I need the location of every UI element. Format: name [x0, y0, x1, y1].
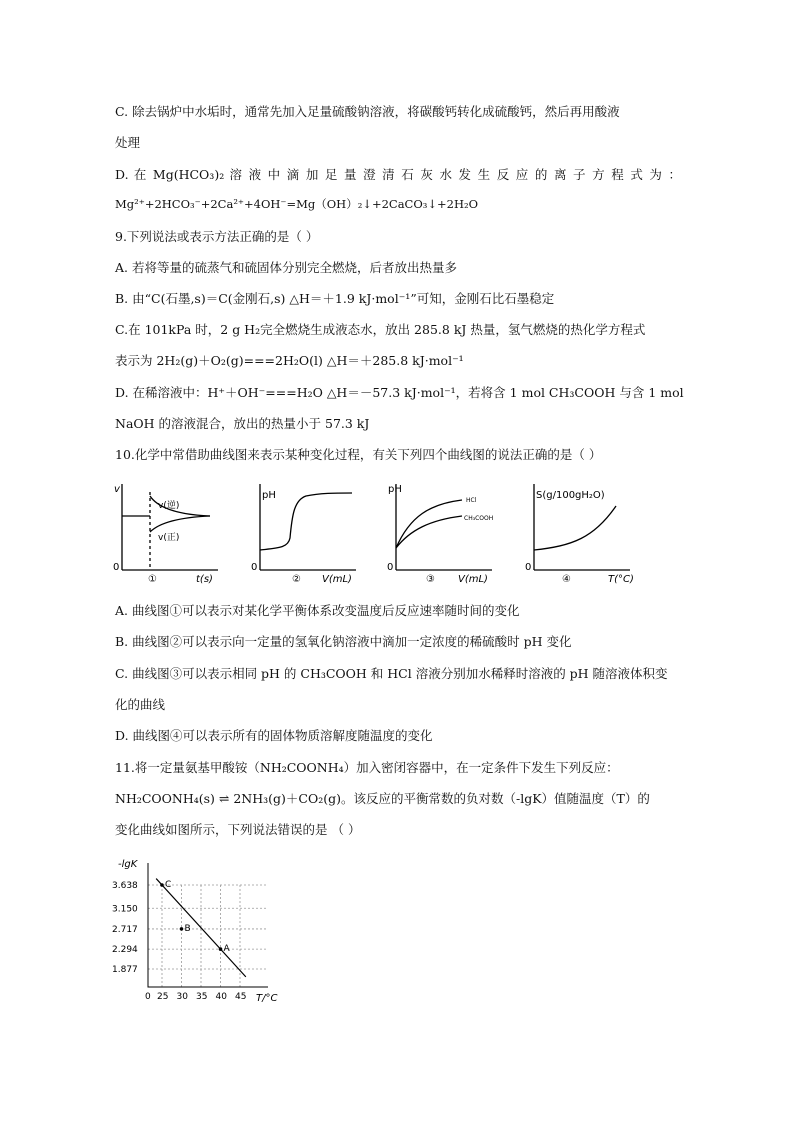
q10-graphs — [110, 478, 690, 586]
y-tick-label: 2.294 — [112, 945, 138, 956]
q10-option-d: D. 曲线图④可以表示所有的固体物质溶解度随温度的变化 — [115, 728, 433, 743]
graph4-y-label: S(g/100gH₂O) — [536, 490, 605, 501]
q9-option-a: A. 若将等量的硫蒸气和硫固体分别完全燃烧，后者放出热量多 — [115, 260, 457, 275]
graph3-number: ③ — [426, 574, 435, 585]
graph2-number: ② — [292, 574, 301, 585]
graph1-y-label: v — [114, 484, 120, 495]
x-tick-label: 0 — [145, 992, 151, 1002]
graph1-curve-forward — [150, 516, 210, 532]
y-tick-label: 2.717 — [112, 924, 138, 935]
x-tick-label: 40 — [215, 992, 227, 1002]
graph2-curve — [260, 493, 352, 550]
q9-option-d-line1: D. 在稀溶液中：H⁺＋OH⁻===H₂O △H＝－57.3 kJ·mol⁻¹，若将含 1 mol CH₃COOH 与含 1 mol — [115, 385, 684, 400]
point-label-B: B — [184, 923, 191, 934]
y-tick-label: 3.638 — [112, 881, 138, 891]
graph3-ch3cooh-label: CH₃COOH — [464, 515, 494, 522]
x-tick-label: 25 — [157, 992, 169, 1002]
q9-option-d-line2: NaOH 的溶液混合，放出的热量小于 57.3 kJ — [115, 416, 370, 431]
q10-option-a: A. 曲线图①可以表示对某化学平衡体系改变温度后反应速率随时间的变化 — [115, 603, 520, 618]
q8-option-c-line2: 处理 — [115, 135, 141, 150]
graph3-curve-ch3cooh — [396, 516, 462, 548]
chart-y-label: -lgK — [118, 859, 138, 870]
q11-stem-line1: 11.将一定量氨基甲酸铵（NH₂COONH₄）加入密闭容器中，在一定条件下发生下列反应： — [115, 760, 619, 775]
chart-x-label: T/°C — [256, 993, 278, 1004]
graph1-forward-label: v(正) — [158, 533, 180, 543]
x-tick-label: 45 — [235, 992, 247, 1002]
q9-stem: 9.下列说法或表示方法正确的是（ ） — [115, 229, 319, 244]
graph4-x-label: T(°C) — [608, 574, 634, 585]
y-tick-label: 3.150 — [112, 904, 138, 915]
graph3-origin: 0 — [387, 562, 394, 573]
point-label-C: C — [165, 880, 172, 890]
graph1-x-label: t(s) — [196, 574, 213, 585]
q11-stem-line3: 变化曲线如图所示，下列说法错误的是 （ ） — [115, 822, 361, 837]
q11-lgk-chart — [110, 855, 290, 1005]
q8-option-d-line1: D. 在 Mg(HCO₃)₂ 溶 液 中 滴 加 足 量 澄 清 石 灰 水 发 生 反 应 的 离 子 方 程 式 为 ： — [115, 167, 681, 182]
q8-option-d-equation: Mg²⁺+2HCO₃⁻+2Ca²⁺+4OH⁻=Mg（OH）₂↓+2CaCO₃↓+2H₂O — [115, 197, 479, 211]
graph3-axes — [396, 484, 492, 570]
graph4-curve — [534, 506, 616, 550]
graph1-axes — [122, 484, 218, 570]
y-tick-label: 1.877 — [112, 965, 138, 975]
q8-option-c-line1: C. 除去锅炉中水垢时，通常先加入足量硫酸钠溶液，将碳酸钙转化成硫酸钙，然后再用酸液 — [115, 104, 620, 119]
point-A — [219, 947, 223, 951]
graph4-number: ④ — [562, 574, 571, 585]
graph1-origin: 0 — [113, 562, 120, 573]
graph2-x-label: V(mL) — [322, 574, 352, 585]
q11-stem-line2: NH₂COONH₄(s) ⇌ 2NH₃(g)＋CO₂(g)。该反应的平衡常数的负对数（-lgK）值随温度（T）的 — [115, 791, 650, 806]
point-C — [160, 883, 164, 887]
point-B — [180, 927, 184, 931]
q10-stem: 10.化学中常借助曲线图来表示某种变化过程，有关下列四个曲线图的说法正确的是（ ） — [115, 447, 602, 462]
graph1-reverse-label: v(逆) — [158, 501, 180, 511]
q9-option-c-line2: 表示为 2H₂(g)＋O₂(g)===2H₂O(l) △H＝＋285.8 kJ·mol⁻¹ — [115, 353, 464, 368]
graph3-y-label: pH — [388, 484, 402, 495]
graph2-origin: 0 — [251, 562, 258, 573]
q10-option-b: B. 曲线图②可以表示向一定量的氢氧化钠溶液中滴加一定浓度的稀硫酸时 pH 变化 — [115, 634, 572, 649]
graph3-hcl-label: HCl — [466, 497, 477, 504]
q10-option-c-line1: C. 曲线图③可以表示相同 pH 的 CH₃COOH 和 HCl 溶液分别加水稀释时溶液的 pH 随溶液体积变 — [115, 666, 668, 681]
graph2-y-label: pH — [262, 490, 276, 501]
x-tick-label: 35 — [196, 992, 208, 1002]
graph3-x-label: V(mL) — [458, 574, 488, 585]
graph4-origin: 0 — [525, 562, 532, 573]
x-tick-label: 30 — [176, 992, 188, 1002]
q9-option-c-line1: C.在 101kPa 时，2 g H₂完全燃烧生成液态水，放出 285.8 kJ 热量，氢气燃烧的热化学方程式 — [115, 322, 646, 337]
point-label-A: A — [223, 944, 230, 955]
q10-option-c-line2: 化的曲线 — [115, 697, 166, 712]
graph1-number: ① — [148, 574, 157, 585]
q9-option-b: B. 由“C(石墨,s)＝C(金刚石,s) △H＝＋1.9 kJ·mol⁻¹”可知，金刚石比石墨稳定 — [115, 291, 555, 306]
